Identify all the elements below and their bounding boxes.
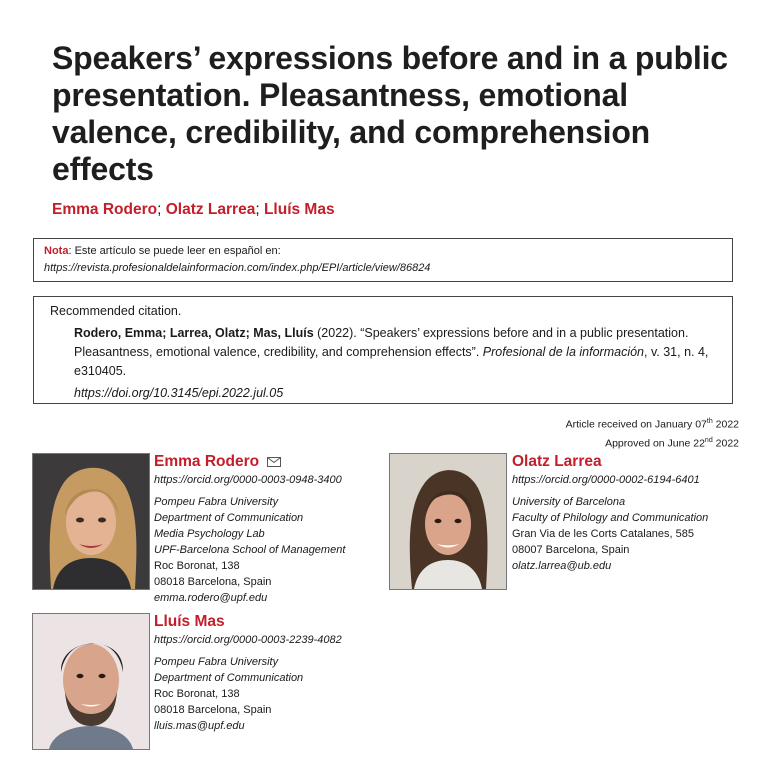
note-label: Nota <box>44 245 69 257</box>
author-name: Olatz Larrea <box>512 453 602 470</box>
author-info: https://orcid.org/0000-0003-0948-3400 Pompeu Fabra University Department of Communication Media Psychology Lab UPF-Barcelona School of Management Roc Boronat, 138 08018 Barcelona, Spain emma.rodero@upf.edu <box>154 474 346 604</box>
author-info: https://orcid.org/0000-0002-6194-6401 University of Barcelona Faculty of Philology and Communication Gran Via de les Corts Catalanes, 585 08007 Barcelona, Spain olatz.larrea@ub.edu <box>512 474 709 572</box>
approved-date: Approved on June 22nd 2022 <box>605 436 739 449</box>
email-link[interactable]: lluis.mas@upf.edu <box>154 720 245 732</box>
author-link[interactable]: Lluís Mas <box>263 201 335 218</box>
citation-box <box>33 296 733 404</box>
received-date: Article received on January 07th 2022 <box>565 418 739 431</box>
orcid-link[interactable]: https://orcid.org/0000-0003-2239-4082 <box>154 634 342 646</box>
orcid-link[interactable]: https://orcid.org/0000-0002-6194-6401 <box>512 474 700 486</box>
email-link[interactable]: emma.rodero@upf.edu <box>154 592 268 604</box>
author-name: Lluís Mas <box>154 613 225 630</box>
citation-heading: Recommended citation. <box>50 304 182 318</box>
author-link[interactable]: Emma Rodero <box>52 201 158 218</box>
author-name: Emma Rodero <box>154 453 281 471</box>
email-link[interactable]: olatz.larrea@ub.edu <box>512 560 612 572</box>
author-photo <box>389 453 507 590</box>
citation-text: Rodero, Emma; Larrea, Olatz; Mas, Lluís (2022). “Speakers’ expressions before and in a public presentation. Pleasantness, emotional valence, credibility, and comprehension effects”. Profesional de la información, v. 31, n. 4, e310405. <box>74 326 709 378</box>
doi-link[interactable]: https://doi.org/10.3145/epi.2022.jul.05 <box>74 386 284 400</box>
orcid-link[interactable]: https://orcid.org/0000-0003-0948-3400 <box>154 474 342 486</box>
article-dates <box>566 414 739 451</box>
author-list: Emma Rodero; Olatz Larrea; Lluís Mas <box>52 201 335 218</box>
envelope-icon[interactable] <box>267 457 281 467</box>
author-photo <box>32 453 150 590</box>
note-text: : Este artículo se puede leer en español en: <box>68 245 281 257</box>
translation-note-box <box>33 238 733 282</box>
author-photo <box>32 613 150 750</box>
author-link[interactable]: Olatz Larrea <box>165 201 256 218</box>
article-title: Speakers’ expressions before and in a public presentation. Pleasantness, emotional valence, credibility, and comprehension effects <box>52 40 728 187</box>
spanish-version-link[interactable]: https://revista.profesionaldelainformacion.com/index.php/EPI/article/view/86824 <box>44 262 431 274</box>
author-info: https://orcid.org/0000-0003-2239-4082 Pompeu Fabra University Department of Communication Roc Boronat, 138 08018 Barcelona, Spain lluis.mas@upf.edu <box>154 634 342 732</box>
